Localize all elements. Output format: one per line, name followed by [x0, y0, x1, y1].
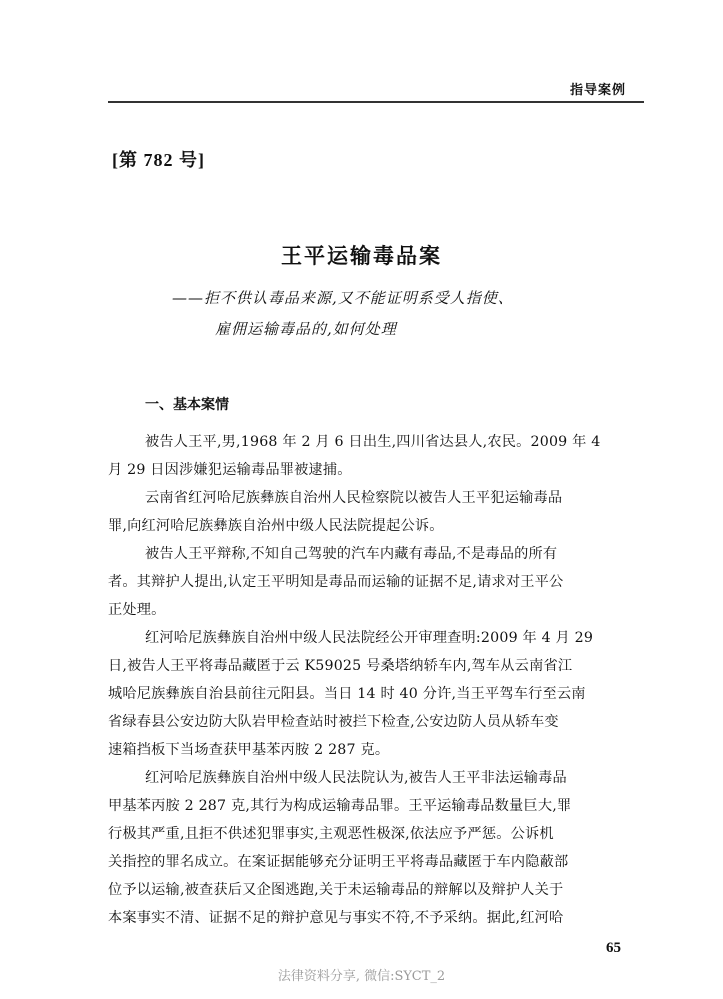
- section-heading: 一、基本案情: [145, 397, 229, 413]
- body-line: 红河哈尼族彝族自治州中级人民法院经公开审理查明:2009 年 4 月 29: [145, 630, 594, 646]
- body-line: 位予以运输,被查获后又企图逃跑,关于未运输毒品的辩解以及辩护人关于: [108, 882, 564, 898]
- running-header: 指导案例: [570, 83, 627, 98]
- body-line: 甲基苯丙胺 2 287 克,其行为构成运输毒品罪。王平运输毒品数量巨大,罪: [108, 798, 572, 814]
- body-line: 速箱挡板下当场查获甲基苯丙胺 2 287 克。: [108, 742, 390, 758]
- case-subtitle-line-1: ——拒不供认毒品来源,又不能证明系受人指使、: [172, 289, 514, 307]
- body-line: 日,被告人王平将毒品藏匿于云 K59025 号桑塔纳轿车内,驾车从云南省江: [108, 658, 573, 674]
- body-line: 本案事实不清、证据不足的辩护意见与事实不符,不予采纳。据此,红河哈: [108, 910, 564, 926]
- body-line: 者。其辩护人提出,认定王平明知是毒品而运输的证据不足,请求对王平公: [108, 574, 564, 590]
- body-line: 罪,向红河哈尼族彝族自治州中级人民法院提起公诉。: [108, 518, 444, 534]
- body-line: 关指控的罪名成立。在案证据能够充分证明王平将毒品藏匿于车内隐蔽部: [108, 854, 569, 870]
- case-title: 王平运输毒品案: [281, 243, 442, 268]
- body-line: 红河哈尼族彝族自治州中级人民法院认为,被告人王平非法运输毒品: [145, 770, 567, 786]
- body-line: 云南省红河哈尼族彝族自治州人民检察院以被告人王平犯运输毒品: [145, 490, 563, 506]
- body-line: 被告人王平辩称,不知自己驾驶的汽车内藏有毒品,不是毒品的所有: [145, 546, 558, 562]
- body-line: 被告人王平,男,1968 年 2 月 6 日出生,四川省达县人,农民。2009 年 4: [145, 434, 601, 450]
- header-rule: [108, 101, 644, 103]
- body-line: 正处理。: [108, 602, 166, 618]
- body-line: 城哈尼族彝族自治县前往元阳县。当日 14 时 40 分许,当王平驾车行至云南: [108, 686, 586, 702]
- body-line: 月 29 日因涉嫌犯运输毒品罪被逮捕。: [108, 462, 352, 478]
- case-subtitle-line-2: 雇佣运输毒品的,如何处理: [215, 320, 397, 338]
- watermark: 法律资料分享, 微信:SYCT_2: [277, 969, 446, 984]
- body-line: 省绿春县公安边防大队岩甲检查站时被拦下检查,公安边防人员从轿车变: [108, 714, 559, 730]
- page-number: 65: [606, 940, 621, 956]
- body-line: 行极其严重,且拒不供述犯罪事实,主观恶性极深,依法应予严惩。公诉机: [108, 826, 554, 842]
- case-number: [第 782 号]: [112, 150, 205, 170]
